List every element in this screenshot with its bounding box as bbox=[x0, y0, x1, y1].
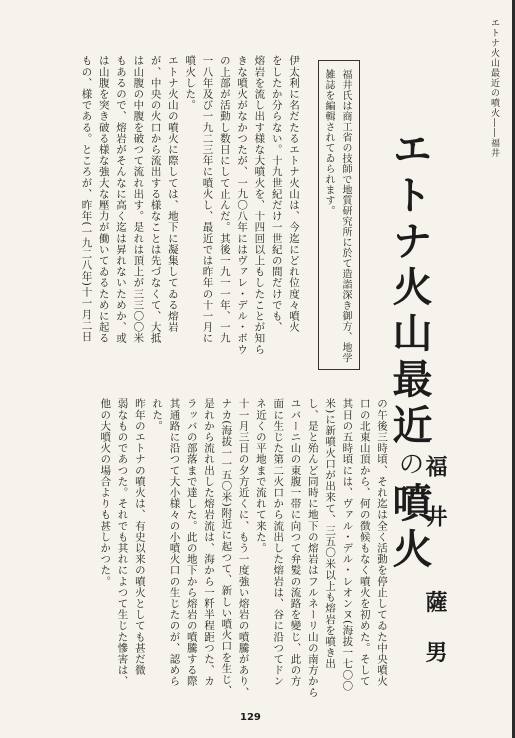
upper-body-text: 伊太利に名だたるエトナ火山は、今迄にどれ位度々噴火 をしたか分らない。十九世紀だけ一世紀の間だけでも、 熔岩を流し出す様な大噴火を、十四回以上もしたことが知ら きな噴火がなかつたが、一九〇八年にはヴァレ・デル・ボウ の上部が活動し数日にして止んだ。其後一九一一年、一九 一八年及び一九二三年に噴火し、最近では昨年の十一月に 噴火した。 エトナ火山の噴火に際しては、地下に凝集してゐる熔岩 が、中央の火口から流出する様なことは先づなくて、大抵 は山腹の中腹を破つて流れ出す。是れは頂上が三三〇〇米 もあるので、熔岩がそんなに高く迄は昇れないためか、或 は山腹を突き破る様な強大な壓力が働いてゐるために起る もの、様である。ところが、昨年(一九二八年)十一月二日 bbox=[80, 55, 300, 355]
title-particle: の bbox=[394, 450, 424, 482]
author-name: 福井 薩男 bbox=[422, 455, 448, 691]
author-note-text: 福井氏は商工省の技師で地質研究所に於て造詣深き御方、地学 雑誌を編輯されてゐられます。 bbox=[323, 69, 351, 363]
page-number: 129 bbox=[240, 712, 261, 723]
author-note-box bbox=[318, 60, 360, 370]
title-main: エトナ火山最近 bbox=[386, 128, 433, 450]
lower-body-text: の午後三時頃、それ迄は全く活動を停止してゐた中央噴火 口の北東山頂から、何の徴候もなく噴火を初めた。そして 其日の五時頃には、ヴァル・デル・レオンヌ(海拔一七〇〇 米)に新噴火口が出来て、三五〇米以上も熔岩を噴き出 し、是と殆んど同時に地下の熔岩はフルネーリ山の南方から ユバーニ山の東腹一帯に向つて弁髪の流路を變じ、此の方 面に生じた第二火口から流出した熔岩は、谷に沿つてドン ネ近くの平地まで流れて来た。 十一月三日の夕方近くに、もう一度強い熔岩の噴騰があり、 ナカ(海拔一一五〇米)附近に起つて、新しい噴火口を生じ、 是れから流れ出した熔岩流は、海から一粁半程距つた、カ ラッバの部落まで達した。此の地下から熔岩の噴騰する際 其通路に沿つて大小様々の小噴火口の生じたのが、認めら れた。 昨年のエトナの噴火は、有史以来の噴火としても甚だ微 弱なものであつた。それでも其れによつて生じた慘害は、 他の大噴火の場合よりも甚しかつた。 bbox=[99, 398, 388, 698]
running-header: エトナ火山最近の噴火――福井 bbox=[489, 18, 499, 158]
title-end: 噴火 bbox=[386, 482, 433, 574]
